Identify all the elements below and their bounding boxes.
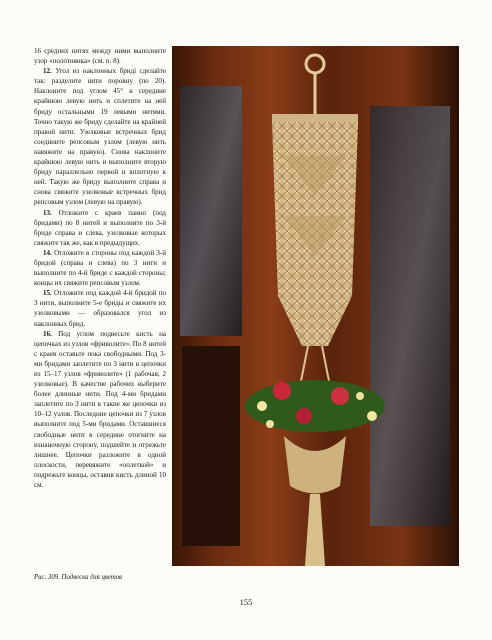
step-text-16: Под углом подвесьте кисть на цепочках из узлов «фриволите». По 8 нитей с краев оставьте пока свободными. Под 3-ми бридами заплетите по 3 нити в цепочки из 15–17 узлов «фриволите» (1 рабочая, 2 узелковые). В качестве рабочих выберите более длинные нити. Под 4-ми бридами заплетите по 3 нити в такие же цепочки из 10–12 узлов. Последние цепочки из 7 узлов выполните под 5-ми бридами. Оставшиеся свободные нити в середине отогните на изнаночную сторону, подшейте и отрежьте лишнее. Цепочки разложите в одной плоскости, перевяжите «оплеткой» и подрежьте концы, оставив кисть длиной 10 см. <box>34 329 166 490</box>
paragraph-16 <box>34 329 166 491</box>
page-number: 155 <box>239 597 253 607</box>
step-number-14: 14. <box>43 248 52 257</box>
step-text-14: Отложите в стороны под каждой 3-й бридой (справа и слева) по 3 нити и выполните по 4-й бриде с каждой стороны; концы их свяжите репсовым узлом. <box>34 248 167 288</box>
figure-caption: Рис. 309. Подвеска для цветов <box>34 574 123 581</box>
paragraph-14 <box>34 248 166 288</box>
paragraph-12 <box>34 66 166 207</box>
paragraph-13 <box>34 208 166 248</box>
step-number-13: 13. <box>43 208 52 217</box>
step-number-16: 16. <box>43 329 52 338</box>
step-number-15: 15. <box>43 289 52 298</box>
paragraph-15 <box>34 288 166 328</box>
step-text-15: Отложите под каждой 4-й бридой по 3 нити, выполните 5-е бриды и свяжите их узелковыми — образовался угол из наклонных брид. <box>34 289 166 328</box>
step-text-12: Угол из наклонных бриді сделайте так: разделите нити поровну (по 20). Наклоните под углом 45° к середине крайнюю левую нить и сплетите на ней бриду остальными 19 левыми нитями. Точно такую же бриду сделайте на крайней правой нити. Узелковые встречных брид соедините репсовым узлом (левую нить навяжите на правую). Снова наклоните крайнюю левую нить и выполните вторую бриду параллельно первой и вплотную к ней. Такую же бриду выполните справа и снова свяжите узелковые встречных брид репсовым узлом (левую на правую). <box>34 67 166 207</box>
step-text-13: Отложите с краев панно (под бридами) по 8 нитей и выполните по 3-й бриде справа и слева, узелковые которых свяжите так же, как в предыдущих. <box>34 208 166 247</box>
paragraph-intro: 16 средних нитях между ними выполните узор «полотнянка» (см. п. 8). <box>34 47 166 66</box>
text-column <box>34 46 166 490</box>
step-number-12: 12. <box>43 67 52 76</box>
macrame-planter-photo <box>172 46 459 566</box>
